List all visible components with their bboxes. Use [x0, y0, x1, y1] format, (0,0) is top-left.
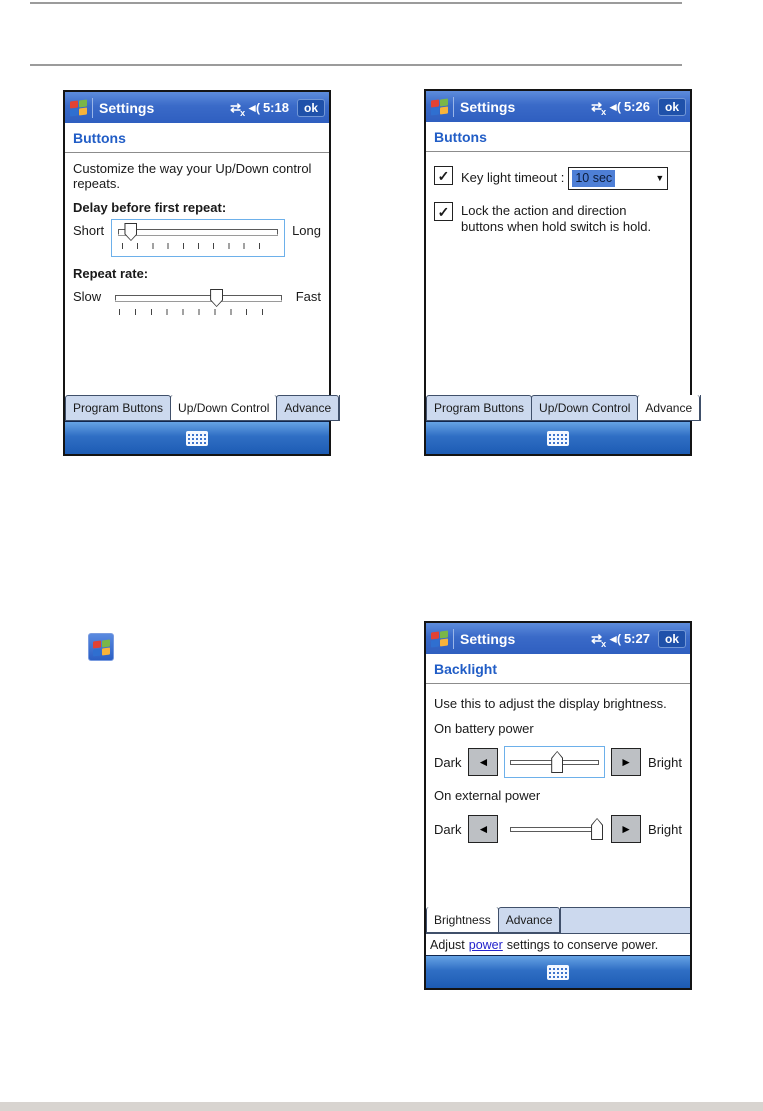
slider-ticks: [122, 243, 274, 249]
speaker-icon[interactable]: ◄(: [607, 99, 619, 114]
delay-short-label: Short: [73, 223, 105, 238]
bright-label: Bright: [648, 754, 682, 770]
lock-buttons-label: Lock the action and direction buttons when hold switch is hold.: [461, 203, 652, 235]
connectivity-icon[interactable]: ⇄ x: [230, 100, 246, 118]
tab-program-buttons[interactable]: Program Buttons: [426, 395, 532, 421]
slider-ticks: [119, 309, 278, 315]
app-title: Settings: [460, 98, 516, 115]
status-suffix: settings to conserve power.: [506, 937, 659, 952]
left-arrow-icon: ◄: [477, 755, 490, 769]
title-bar: [426, 91, 690, 122]
windows-flag-icon[interactable]: [69, 99, 88, 116]
tab-bar: [65, 395, 332, 421]
sip-bar: [426, 421, 690, 454]
ok-button[interactable]: ok: [297, 99, 325, 117]
titlebar-separator: [453, 629, 454, 649]
description-text: Use this to adjust the display brightness.: [434, 696, 667, 711]
windows-flag-icon: [92, 639, 111, 656]
ok-button[interactable]: ok: [658, 98, 686, 116]
keyboard-icon[interactable]: [547, 431, 569, 446]
clock-time: 5:27: [623, 631, 650, 646]
keyboard-icon[interactable]: [186, 431, 208, 446]
chevron-down-icon: ▼: [655, 172, 665, 183]
tab-bar-filler: [700, 395, 701, 421]
increase-brightness-button[interactable]: [611, 815, 641, 843]
rate-fast-label: Fast: [295, 289, 321, 304]
slider-track[interactable]: [510, 827, 599, 832]
connectivity-icon[interactable]: ⇄ x: [591, 99, 607, 117]
battery-brightness-slider[interactable]: [504, 746, 605, 778]
titlebar-separator: [453, 97, 454, 117]
title-bar: [65, 92, 329, 123]
delay-label: Delay before first repeat:: [73, 200, 227, 215]
right-arrow-icon: ►: [620, 822, 632, 836]
rate-label: Repeat rate:: [73, 266, 149, 281]
dark-label: Dark: [434, 754, 462, 770]
external-brightness-slider[interactable]: [504, 813, 605, 845]
delay-slider[interactable]: [111, 219, 285, 257]
ok-button[interactable]: ok: [658, 630, 686, 648]
tab-program-buttons[interactable]: Program Buttons: [65, 395, 171, 421]
windows-flag-icon[interactable]: [430, 630, 449, 647]
tab-updown-control[interactable]: Up/Down Control: [531, 395, 638, 421]
slider-thumb[interactable]: [210, 289, 223, 307]
tab-advance[interactable]: Advance: [637, 395, 700, 421]
slider-track[interactable]: [118, 229, 278, 235]
power-settings-link[interactable]: power: [468, 937, 503, 952]
sip-bar: [426, 955, 690, 988]
page-title: Buttons: [426, 122, 690, 152]
keyboard-icon[interactable]: [547, 965, 569, 980]
screenshot-backlight: [424, 621, 692, 990]
keylight-checkbox[interactable]: ✓: [434, 166, 453, 185]
windows-start-icon: [88, 633, 114, 661]
clock-time: 5:18: [262, 100, 289, 115]
keylight-timeout-dropdown[interactable]: [568, 167, 668, 190]
description-text: Customize the way your Up/Down control repeats.: [73, 161, 312, 191]
rate-slow-label: Slow: [73, 289, 102, 304]
horizontal-rule-top: [30, 2, 682, 4]
tab-advance[interactable]: Advance: [276, 395, 339, 421]
tab-bar: [426, 907, 690, 933]
status-prefix: Adjust: [430, 937, 465, 952]
right-arrow-icon: ►: [620, 755, 632, 769]
slider-track[interactable]: [115, 295, 282, 301]
slider-thumb[interactable]: [551, 751, 563, 773]
windows-flag-icon[interactable]: [430, 98, 449, 115]
tab-bar-filler: [560, 907, 690, 933]
speaker-icon[interactable]: ◄(: [607, 631, 619, 646]
slider-thumb[interactable]: [124, 223, 137, 241]
tab-bar-filler: [339, 395, 340, 421]
app-title: Settings: [460, 630, 516, 647]
slider-thumb[interactable]: [591, 818, 603, 840]
horizontal-rule-header: [30, 64, 682, 66]
delay-long-label: Long: [292, 223, 321, 238]
external-power-label: On external power: [434, 788, 541, 803]
screenshot-buttons-advance: [424, 89, 692, 456]
clock-time: 5:26: [623, 99, 650, 114]
screenshot-updown-control: [63, 90, 331, 456]
sip-bar: [65, 421, 329, 454]
speaker-icon[interactable]: ◄(: [246, 100, 258, 115]
dropdown-selected-value: 10 sec: [572, 170, 615, 188]
connectivity-icon[interactable]: ⇄ x: [591, 631, 607, 649]
tab-advance[interactable]: Advance: [498, 907, 561, 933]
increase-brightness-button[interactable]: [611, 748, 641, 776]
bright-label: Bright: [648, 821, 682, 837]
rate-slider[interactable]: [108, 285, 289, 323]
page-title: Buttons: [65, 123, 329, 153]
battery-power-label: On battery power: [434, 721, 534, 736]
title-bar: [426, 623, 690, 654]
status-line: [426, 933, 690, 955]
app-title: Settings: [99, 99, 155, 116]
left-arrow-icon: ◄: [477, 822, 490, 836]
tab-bar: [426, 395, 693, 421]
decrease-brightness-button[interactable]: [468, 748, 498, 776]
page-title: Backlight: [426, 654, 690, 684]
page-footer-band: [0, 1102, 763, 1111]
titlebar-separator: [92, 98, 93, 118]
lock-buttons-checkbox[interactable]: ✓: [434, 202, 453, 221]
dark-label: Dark: [434, 821, 462, 837]
decrease-brightness-button[interactable]: [468, 815, 498, 843]
tab-brightness[interactable]: Brightness: [426, 907, 499, 933]
tab-updown-control[interactable]: Up/Down Control: [170, 395, 277, 421]
keylight-label: Key light timeout : 10 sec ▼: [461, 166, 668, 190]
